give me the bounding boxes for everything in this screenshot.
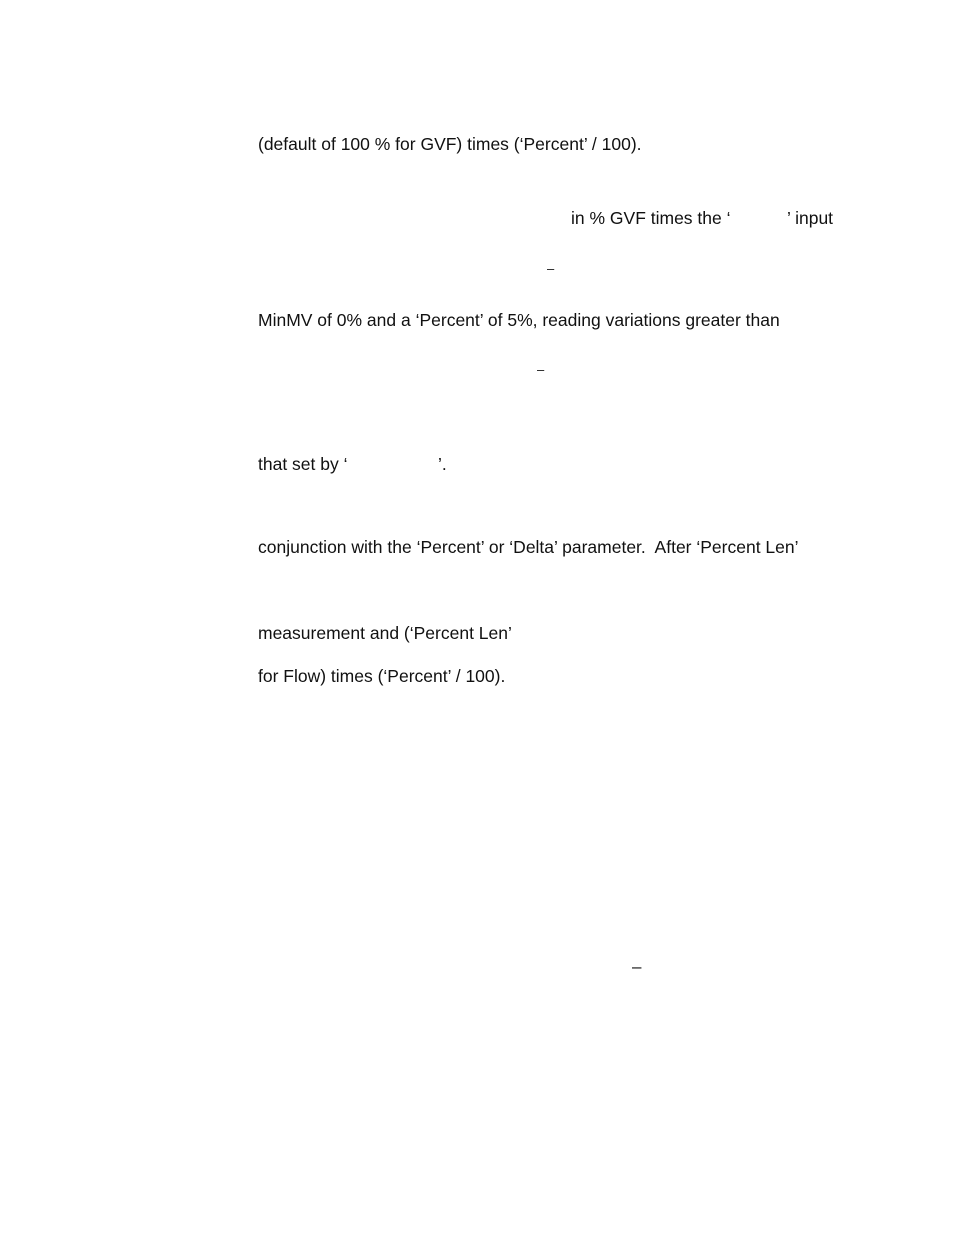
text-fragment-that-set-by: that set by ‘ [258,454,348,474]
text-line-measurement: measurement and (‘Percent Len’ [258,623,512,643]
dash-mark: – [547,261,555,276]
dash-mark: – [537,362,545,377]
text-line-conjunction: conjunction with the ‘Percent’ or ‘Delta’ parameter. After ‘Percent Len’ [258,537,799,557]
text-fragment-closing-quote: ’. [438,454,447,474]
text-line-minmv: MinMV of 0% and a ‘Percent’ of 5%, reading variations greater than [258,310,780,330]
text-line-default-gvf: (default of 100 % for GVF) times (‘Percent’ / 100). [258,134,642,154]
text-fragment-input: ’ input [787,208,834,228]
dash-mark: – [632,957,642,976]
text-line-for-flow: for Flow) times (‘Percent’ / 100). [258,666,506,686]
text-fragment-gvf-times: in % GVF times the ‘ [571,208,731,228]
